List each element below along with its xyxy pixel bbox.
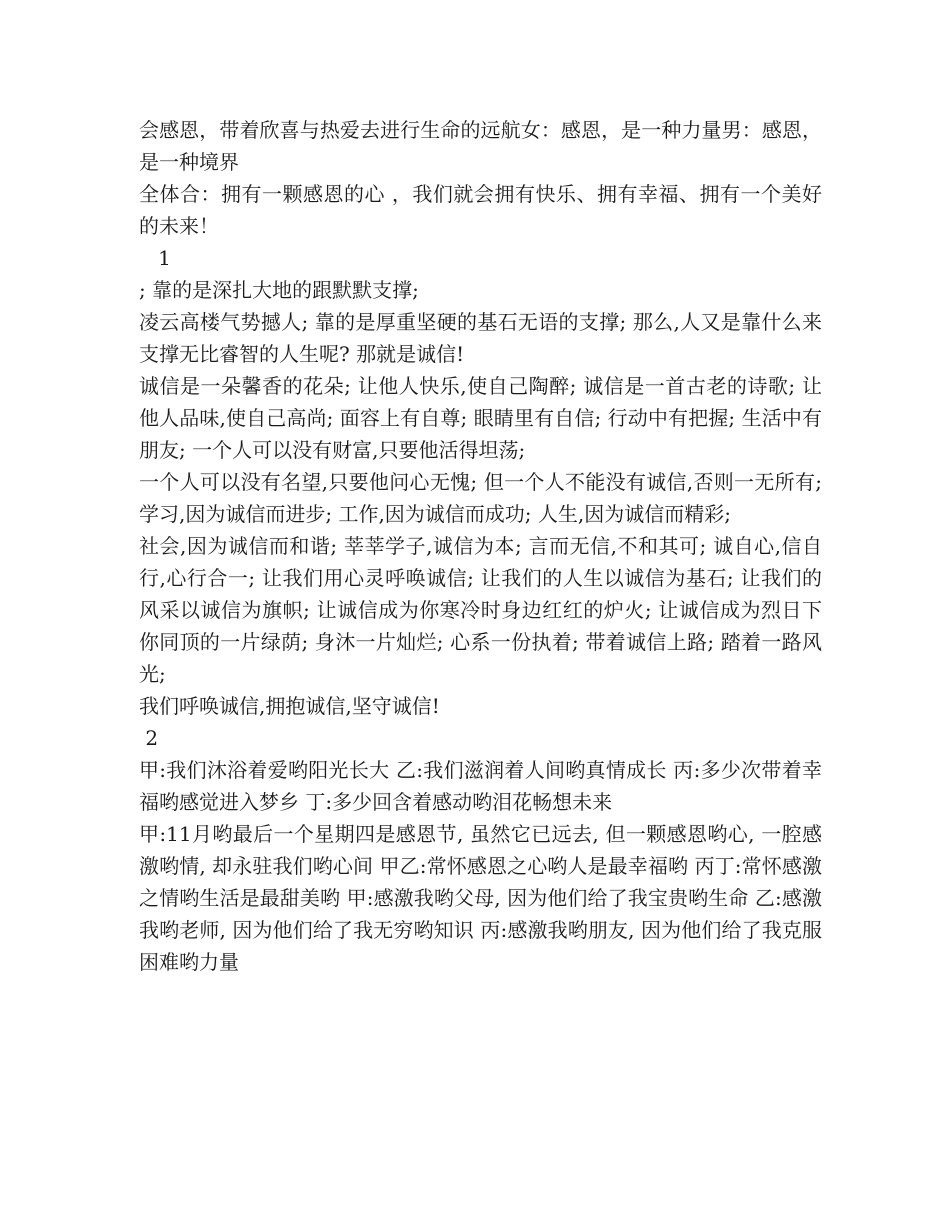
paragraph-skyscraper: 凌云高楼气势撼人; 靠的是厚重坚硬的基石无语的支撑; 那么,人又是靠什么来支撑无比睿智的人生呢? 那就是诚信! xyxy=(139,310,822,366)
paragraph-integrity-flower: 诚信是一朵馨香的花朵; 让他人快乐,使自己陶醉; 诚信是一首古老的诗歌; 让他人品味,使自己高尚; 面容上有自尊; 眼睛里有自信; 行动中有把握; 生活中有朋友; 一个人可以没有财富,只要他活得坦荡; xyxy=(139,374,822,462)
paragraph-integrity-society: 社会,因为诚信而和谐; 莘莘学子,诚信为本; 言而无信,不和其可; 诚自心,信自行,心行合一; 让我们用心灵呼唤诚信; 让我们的人生以诚信为基石; 让我们的风采以诚信为旗帜; 让诚信成为你寒冷时身边红红的炉火; 让诚信成为烈日下你同顶的一片绿荫; 身沐一片灿烂; 心系一份执着; 带着诚信上路; 踏着一路风光; xyxy=(139,534,822,686)
page-number: 1 xyxy=(139,246,171,270)
paragraph-roots: ; 靠的是深扎大地的跟默默支撑; xyxy=(139,278,419,302)
page-number: 2 xyxy=(139,726,159,750)
document-body xyxy=(139,114,822,978)
paragraph-gratitude-chorus: 全体合：拥有一颗感恩的心 ，我们就会拥有快乐、拥有幸福、拥有一个美好的未来！ xyxy=(139,182,822,238)
paragraph-gratitude-intro: 会感恩，带着欣喜与热爱去进行生命的远航女：感恩，是一种力量男：感恩，是一种境界 xyxy=(139,118,822,174)
paragraph-integrity-reputation: 一个人可以没有名望,只要他问心无愧; 但一个人不能没有诚信,否则一无所有; 学习,因为诚信而进步; 工作,因为诚信而成功; 人生,因为诚信而精彩; xyxy=(139,470,822,526)
paragraph-dialogue-opening: 甲:我们沐浴着爱哟阳光长大 乙:我们滋润着人间哟真情成长 丙:多少次带着幸福哟感觉进入梦乡 丁:多少回含着感动哟泪花畅想未来 xyxy=(139,758,822,814)
paragraph-integrity-call: 我们呼唤诚信,拥抱诚信,坚守诚信! xyxy=(139,694,440,718)
paragraph-dialogue-thanksgiving: 甲:11月哟最后一个星期四是感恩节, 虽然它已远去, 但一颗感恩哟心, 一腔感激哟情, 却永驻我们哟心间 甲乙:常怀感恩之心哟人是最幸福哟 丙丁:常怀感激之情哟生活是最甜美哟 甲:感激我哟父母, 因为他们给了我宝贵哟生命 乙:感激我哟老师, 因为他们给了我无穷哟知识 丙:感激我哟朋友, 因为他们给了我克服困难哟力量 xyxy=(139,822,822,974)
